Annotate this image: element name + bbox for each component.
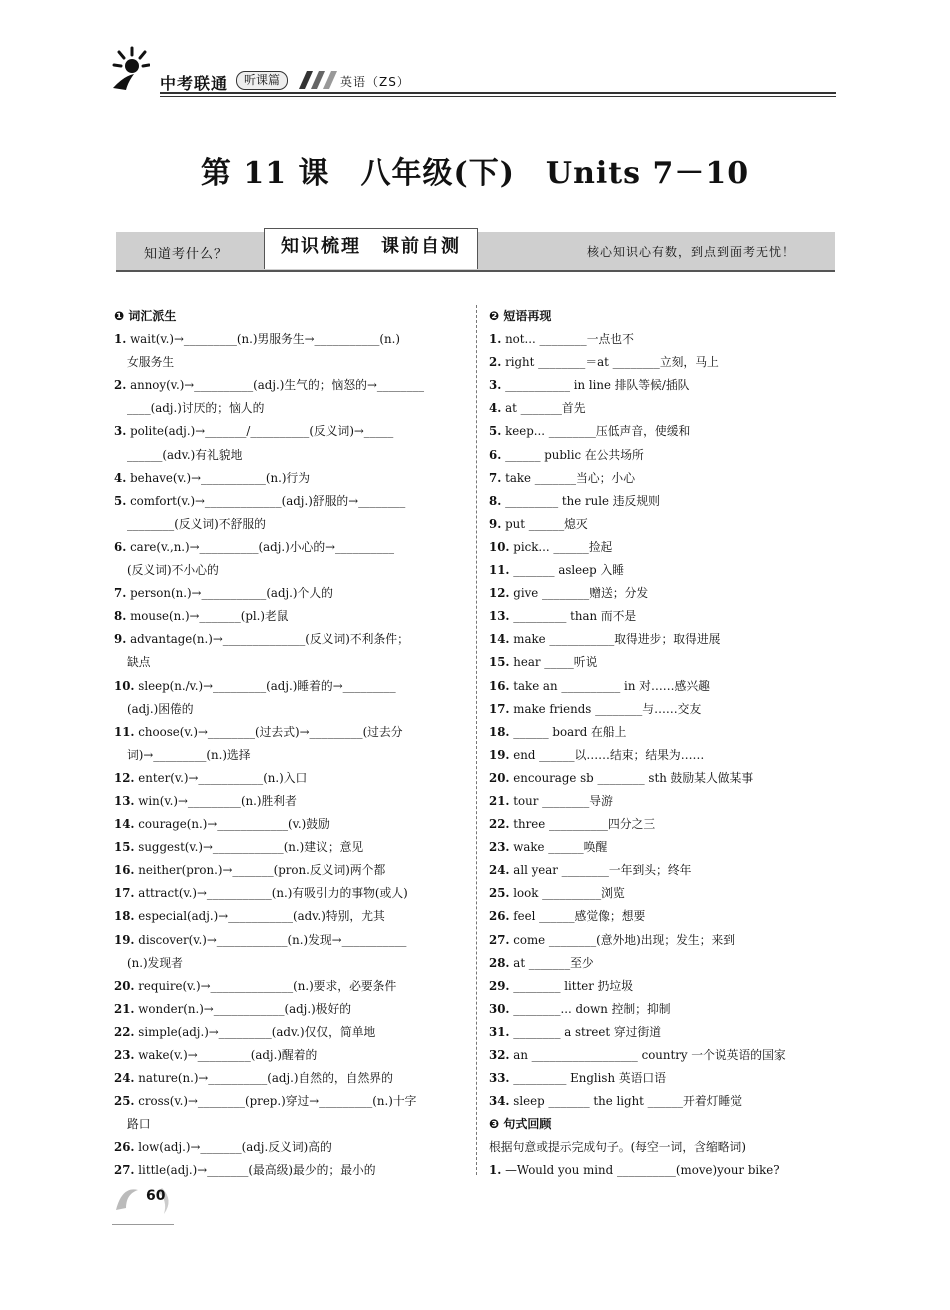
item-text: wonder(n.)→____________(adj.)极好的 [138,1001,352,1016]
item-number: 1. [489,1163,502,1178]
item-text: neither(pron.)→_______(pron.反义词)两个都 [138,863,386,878]
subject-label: 英语（ZS） [340,75,410,89]
item-text: win(v.)→_________(n.)胜利者 [138,793,297,808]
item-number: 29. [489,978,510,993]
item-number: 21. [489,793,510,808]
exercise-item [489,1067,837,1090]
item-text: discover(v.)→____________(n.)发现→___________ [138,932,407,947]
item-text: an __________________ country 一个说英语的国家 [513,1048,786,1062]
exercise-item [114,467,462,490]
item-number: 27. [114,1163,135,1178]
item-text: ___________ in line 排队等候/插队 [505,378,690,393]
item-text: encourage sb ________ sth 鼓励某人做某事 [513,770,754,785]
exercise-item [489,882,837,905]
item-text: person(n.)→___________(adj.)个人的 [130,586,333,601]
header-rule [160,92,836,94]
item-text: at _______首先 [505,401,586,416]
item-number: 24. [114,1071,135,1086]
banner-left-text: 知道考什么？ [144,247,229,262]
exercise-continuation: 词)→_________(n.)选择 [127,747,251,762]
exercise-item [489,536,837,559]
item-number: 13. [489,609,510,624]
exercise-item [114,998,462,1021]
exercise-item [489,582,837,605]
exercise-item [489,1090,837,1113]
item-number: 19. [489,747,510,762]
exercise-item [114,1067,462,1090]
item-number: 18. [489,724,510,739]
exercise-item [489,420,837,443]
exercise-item [114,905,462,928]
exercise-item [489,675,837,698]
brand-name: 中考联通 [160,74,229,93]
exercise-item [489,467,837,490]
item-number: 5. [489,424,502,439]
item-text: keep... ________压低声音，使缓和 [505,424,691,439]
item-text: suggest(v.)→____________(n.)建议；意见 [138,840,364,855]
item-number: 7. [489,470,502,485]
section-heading: ❷ 短语再现 [489,309,552,323]
exercise-item [489,790,837,813]
exercise-continuation: (adj.)困倦的 [127,701,194,716]
exercise-item [114,975,462,998]
item-text: _________ English 英语口语 [513,1071,667,1086]
item-number: 27. [489,932,510,947]
page-number-swirl-icon [112,1180,176,1218]
item-text: polite(adj.)→_______/__________(反义词)→_____ [130,424,394,439]
item-text: choose(v.)→________(过去式)→_________(过去分 [138,724,403,739]
exercise-item [489,721,837,744]
vocabulary-column [114,305,462,1183]
item-number: 2. [489,355,502,370]
exercise-item [114,374,462,397]
item-text: wake ______唤醒 [513,840,608,855]
exercise-item [489,698,837,721]
item-number: 23. [114,1048,135,1062]
item-text: not... ________一点也不 [505,332,634,347]
exercise-item [489,628,837,651]
item-number: 32. [489,1048,510,1062]
item-number: 33. [489,1071,510,1086]
page-title: 第 11 课 八年级(下) Units 7－10 [200,156,750,191]
item-text: little(adj.)→_______(最高级)最少的；最小的 [138,1163,376,1178]
item-number: 26. [114,1140,135,1155]
item-text: ________... down 控制；抑制 [513,1001,671,1016]
item-number: 23. [489,840,510,855]
item-text: make ___________取得进步；取得进展 [513,632,721,647]
item-text: all year ________一年到头；终年 [513,863,692,878]
exercise-item [114,1136,462,1159]
item-number: 17. [489,701,510,716]
item-text: feel ______感觉像；想要 [513,909,646,924]
page-number: 60 [146,1188,166,1204]
item-text: give ________赠送；分发 [513,586,649,601]
item-number: 18. [114,909,135,924]
item-text: come ________(意外地)出现；发生；来到 [513,932,736,947]
item-text: especial(adj.)→___________(adv.)特别，尤其 [138,909,385,924]
item-text: attract(v.)→___________(n.)有吸引力的事物(或人) [138,886,408,901]
exercise-item [489,1044,837,1067]
item-text: at _______至少 [513,955,594,970]
exercise-item [114,605,462,628]
item-number: 15. [114,840,135,855]
exercise-item [489,444,837,467]
item-text: low(adj.)→_______(adj.反义词)高的 [138,1140,332,1155]
exercise-continuation: 路口 [127,1117,151,1132]
item-number: 8. [114,609,127,624]
footer-rule [112,1224,174,1225]
item-text: wait(v.)→_________(n.)男服务生→___________(n.) [130,332,400,347]
item-number: 11. [114,724,135,739]
item-number: 13. [114,793,135,808]
item-number: 9. [114,632,127,647]
exercise-item [489,1159,837,1182]
item-number: 2. [114,378,127,393]
item-number: 6. [489,447,502,462]
phrases-column [489,305,837,1183]
exercise-item [489,328,837,351]
item-number: 9. [489,516,502,531]
item-number: 15. [489,655,510,670]
item-text: care(v.,n.)→__________(adj.)小心的→__________ [130,539,394,554]
exercise-item [489,605,837,628]
item-text: tour ________导游 [513,793,613,808]
item-text: sleep(n./v.)→_________(adj.)睡着的→_________ [138,678,396,693]
exercise-continuation: ______(adv.)有礼貌地 [127,447,243,462]
exercise-item [114,1021,462,1044]
exercise-item [489,1021,837,1044]
exercise-item [114,813,462,836]
column-divider [476,305,477,1175]
exercise-continuation: 女服务生 [127,355,175,370]
exercise-item [489,351,837,374]
item-number: 31. [489,1024,510,1039]
item-text: put ______熄灭 [505,516,588,531]
item-text: enter(v.)→___________(n.)入口 [138,770,308,785]
item-number: 26. [489,909,510,924]
item-number: 3. [114,424,127,439]
item-text: ________ litter 扔垃圾 [513,978,634,993]
item-text: look __________浏览 [513,886,625,901]
item-text: make friends ________与……交友 [513,701,702,716]
item-number: 7. [114,586,127,601]
item-text: behave(v.)→___________(n.)行为 [130,470,311,485]
exercise-item [114,790,462,813]
exercise-item [489,490,837,513]
exercise-item [114,767,462,790]
exercise-item [114,882,462,905]
exercise-item [489,374,837,397]
item-text: —Would you mind __________(move)your bike? [505,1163,780,1178]
item-number: 4. [114,470,127,485]
exercise-item [489,929,837,952]
item-number: 20. [114,978,135,993]
item-number: 21. [114,1001,135,1016]
item-number: 1. [489,332,502,347]
exercise-item [114,328,462,351]
item-number: 17. [114,886,135,901]
item-number: 19. [114,932,135,947]
item-text: advantage(n.)→______________(反义词)不利条件； [130,632,409,647]
item-number: 14. [489,632,510,647]
slash-decoration-icon [293,71,337,89]
item-text: _________ than 而不是 [513,609,637,624]
item-number: 8. [489,493,502,508]
exercise-item [114,628,462,651]
item-text: ______ board 在船上 [513,724,627,739]
item-text: hear _____听说 [513,655,598,670]
exercise-item [114,490,462,513]
item-number: 10. [489,539,510,554]
section-heading: ❸ 句式回顾 [489,1117,552,1132]
exercise-item [489,836,837,859]
item-text: courage(n.)→____________(v.)鼓励 [138,817,330,832]
item-text: _________ the rule 违反规则 [505,493,660,508]
exercise-continuation: ________(反义词)不舒服的 [127,516,266,531]
item-text: simple(adj.)→_________(adv.)仅仅，简单地 [138,1024,376,1039]
item-number: 20. [489,770,510,785]
item-text: require(v.)→______________(n.)要求，必要条件 [138,978,397,993]
item-text: ________ a street 穿过街道 [513,1024,662,1039]
exercise-item [114,1090,462,1113]
item-text: _______ asleep 入睡 [513,563,625,578]
item-number: 24. [489,863,510,878]
item-number: 6. [114,539,127,554]
item-text: sleep _______ the light ______开着灯睡觉 [513,1094,743,1109]
exercise-item [114,582,462,605]
item-text: take _______当心；小心 [505,470,636,485]
exercise-item [489,651,837,674]
item-text: three __________四分之三 [513,817,656,832]
exercise-item [114,675,462,698]
item-text: take an __________ in 对……感兴趣 [513,678,710,693]
item-number: 12. [489,586,510,601]
exercise-item [489,975,837,998]
item-text: nature(n.)→__________(adj.)自然的，自然界的 [138,1071,393,1086]
item-number: 30. [489,1001,510,1016]
exercise-item [114,1044,462,1067]
item-number: 22. [114,1024,135,1039]
exercise-item [489,767,837,790]
item-number: 14. [114,817,135,832]
item-text: annoy(v.)→__________(adj.)生气的；恼怒的→________ [130,378,425,393]
item-number: 1. [114,332,127,347]
exercise-continuation: (反义词)不小心的 [127,563,219,578]
exercise-continuation: 缺点 [127,655,151,670]
item-number: 34. [489,1094,510,1109]
item-number: 11. [489,563,510,578]
section-tag: 听课篇 [236,71,288,90]
item-text: end ______以……结束；结果为…… [513,747,705,762]
exercise-item [489,998,837,1021]
section-heading: ❶ 词汇派生 [114,309,177,323]
item-text: ______ public 在公共场所 [505,447,644,462]
item-text: right ________＝at ________立刻，马上 [505,355,719,370]
item-text: comfort(v.)→_____________(adj.)舒服的→________ [130,493,406,508]
exercise-continuation: ____(adj.)讨厌的；恼人的 [127,401,265,416]
exercise-item [489,905,837,928]
item-number: 12. [114,770,135,785]
exercise-item [114,836,462,859]
banner-center-title: 知识梳理 课前自测 [264,228,478,269]
item-number: 28. [489,955,510,970]
item-number: 3. [489,378,502,393]
item-number: 16. [114,863,135,878]
exercise-item [114,420,462,443]
exercise-item [114,859,462,882]
item-number: 25. [489,886,510,901]
exercise-item [489,813,837,836]
exercise-item [489,513,837,536]
exercise-item [489,952,837,975]
item-number: 16. [489,678,510,693]
exercise-item [489,859,837,882]
item-number: 25. [114,1094,135,1109]
item-number: 5. [114,493,127,508]
exercise-continuation: (n.)发现者 [127,955,183,970]
exercise-item [114,721,462,744]
sun-logo-icon [110,46,150,92]
item-number: 22. [489,817,510,832]
exercise-item [489,744,837,767]
header-rule-thin [160,96,836,97]
item-text: pick... ______捡起 [513,539,613,554]
item-number: 4. [489,401,502,416]
section-banner [116,232,835,272]
instruction-text: 根据句意或提示完成句子。(每空一词，含缩略词) [489,1140,746,1155]
exercise-item [114,536,462,559]
banner-right-text: 核心知识心有数，到点到面考无忧！ [586,245,795,259]
item-number: 10. [114,678,135,693]
item-text: wake(v.)→_________(adj.)醒着的 [138,1048,318,1062]
exercise-item [489,397,837,420]
item-text: cross(v.)→________(prep.)穿过→_________(n.)十字 [138,1094,417,1109]
item-text: mouse(n.)→_______(pl.)老鼠 [130,609,289,624]
exercise-item [114,929,462,952]
exercise-item [489,559,837,582]
